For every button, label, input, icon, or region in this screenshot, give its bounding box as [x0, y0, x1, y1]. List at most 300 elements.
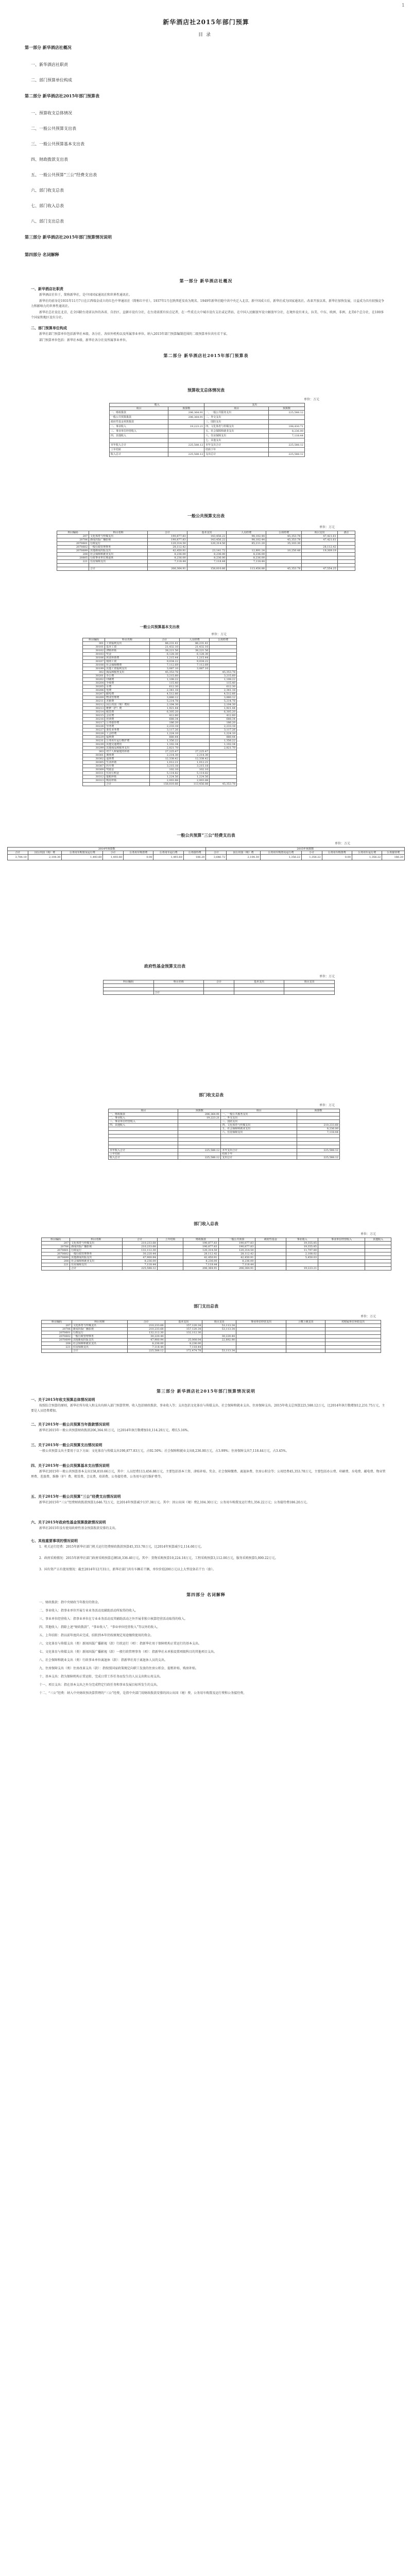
- table-row: [42, 1349, 381, 1353]
- part3-s3: 三、关于2015年一般公共预算支出情况说明: [31, 1443, 102, 1447]
- table-row: [110, 448, 305, 452]
- part1-p1: 新华酒店社位于，简称新华社，是中国国家通讯社和世界性通讯社。: [39, 293, 132, 297]
- table-cell: 2070602: [42, 1335, 72, 1338]
- table-cell: [266, 556, 302, 560]
- table-row: [83, 779, 237, 783]
- table-cell: 6,128.30: [149, 653, 179, 656]
- table-cell: [109, 1138, 178, 1142]
- table-cell: [221, 1134, 297, 1138]
- table-cell: [180, 707, 210, 710]
- table-row: [83, 728, 237, 732]
- table-cell: [180, 721, 210, 725]
- table-row: [42, 1331, 381, 1335]
- table-cell: 住房保障支出: [72, 1346, 127, 1349]
- table-cell: [318, 1263, 365, 1267]
- table-cell: 新闻出版广播影视: [70, 1245, 122, 1249]
- table-cell: 120,314.50: [148, 542, 187, 546]
- column-header: 科目编码: [104, 980, 154, 984]
- glossary-item: 十、基本支出：指为保障机构正常运转、完成日常工作任务而发生的人员支出和公用支出。: [39, 1675, 163, 1679]
- table-cell: 45,353.78: [149, 671, 179, 674]
- table-cell: 208: [57, 553, 89, 556]
- column-header: 事业收入: [286, 1238, 318, 1242]
- table-cell: 1,356.22: [301, 855, 322, 860]
- part3-s5: 五、关于2015年一般公共预算“三公”经费支出情况说明: [31, 1494, 121, 1499]
- column-header: 科目编码: [57, 531, 89, 535]
- glossary-item: 三、事业单位经营收入：指事业单位在专业业务活动及其辅助活动之外开展非独立核算经营活动取得的收入。: [39, 1617, 188, 1621]
- table-row: [57, 560, 355, 564]
- table-cell: 102.10: [149, 768, 179, 772]
- column-header: 公用经费: [266, 531, 302, 535]
- table-cell: 四、其他收入: [110, 434, 168, 438]
- table-cell: 1,921.44: [210, 707, 237, 710]
- table-cell: 7,112.69: [180, 664, 210, 667]
- table-cell: 一般行政管理事务: [72, 1335, 127, 1338]
- table-cell: [180, 710, 210, 714]
- table-cell: 30302: [83, 757, 105, 761]
- table-cell: 12,338.42: [180, 757, 210, 761]
- table-cell: 12,891.24: [227, 549, 266, 553]
- table-row: [83, 757, 237, 761]
- table-row: [83, 732, 237, 736]
- table-cell: 合计: [70, 1267, 122, 1270]
- table-cell: [236, 1324, 286, 1328]
- table-cell: [210, 768, 237, 772]
- table-cell: 1,224.10: [210, 732, 237, 736]
- table-cell: 225,588.12: [269, 443, 305, 448]
- table-cell: 维修（护）费: [105, 707, 150, 710]
- table-row: [83, 653, 237, 656]
- table-cell: [180, 747, 210, 750]
- table-cell: 三、国防支出: [221, 1120, 297, 1124]
- table-cell: 1,224.56: [180, 775, 210, 779]
- table-cell: 一、财政拨款: [110, 411, 168, 415]
- table-cell: 3,117.26: [149, 728, 179, 732]
- table-cell: [266, 553, 302, 556]
- table-cell: [42, 1267, 70, 1270]
- table-cell: 行政运行: [89, 542, 148, 546]
- table-cell: 会议费: [105, 714, 150, 718]
- table-cell: [187, 546, 227, 549]
- table-cell: 水费: [105, 685, 150, 689]
- table-row: [42, 1263, 391, 1267]
- column-header: 合计: [206, 851, 227, 855]
- table-cell: 差旅费: [105, 700, 150, 703]
- table-cell: 伙食补助费: [105, 656, 150, 660]
- table-cell: 113,456.88: [227, 567, 266, 571]
- table-cell: 28,112.42: [148, 546, 187, 549]
- table-cell: [337, 556, 355, 560]
- column-header: 科目名称: [72, 1320, 127, 1324]
- table-cell: 2,108.02: [286, 1252, 318, 1256]
- table-cell: 880.44: [210, 736, 237, 739]
- table-row: [57, 567, 355, 571]
- table-row: [109, 1149, 340, 1153]
- toc-item[interactable]: 一、预算收支总体情况: [31, 111, 72, 115]
- t6-title: 部门收支总表: [199, 1092, 224, 1097]
- toc-item[interactable]: 二、部门预算单位构成: [31, 78, 72, 82]
- table-cell: 奖励金: [105, 768, 150, 772]
- toc-item[interactable]: 三、一般公共预算基本支出表: [31, 142, 84, 146]
- table-cell: 210,233.68: [127, 1324, 165, 1328]
- table-cell: 19,355.85: [286, 1245, 318, 1249]
- table-cell: 二、事业收入: [109, 1116, 178, 1120]
- table-cell: 6,305.20: [149, 710, 179, 714]
- table-cell: [337, 553, 355, 556]
- table-cell: [365, 1263, 391, 1267]
- table-cell: [236, 1338, 286, 1342]
- table-cell: [255, 1256, 286, 1260]
- glossary-item: 六、文化体育与传媒支出（类）新闻出版广播影视（款）行政运行（项）：指新华社用于保障机构正常运行的基本支出。: [39, 1642, 202, 1646]
- column-header: 事业单位经营支出: [236, 1320, 286, 1324]
- table-cell: 二、外交支出: [221, 1116, 297, 1120]
- table-cell: 303: [83, 750, 105, 754]
- table-cell: [210, 761, 237, 765]
- toc-item[interactable]: 六、部门收支总表: [31, 188, 64, 193]
- toc-item[interactable]: 第四部分 名词解释: [25, 252, 59, 257]
- table-row: [83, 772, 237, 775]
- table-cell: [318, 1249, 365, 1252]
- table-cell: 购房补贴: [105, 779, 150, 783]
- table-cell: [236, 1331, 286, 1335]
- table-cell: [180, 728, 210, 732]
- table-cell: [83, 783, 105, 786]
- table-cell: 207: [57, 535, 89, 538]
- table-row: [42, 1324, 381, 1328]
- table-row: [110, 438, 305, 443]
- t2-unit: 单位：万元: [319, 526, 335, 529]
- table-cell: [204, 991, 234, 995]
- table-cell: [168, 429, 204, 434]
- table-cell: 7,118.44: [269, 434, 305, 438]
- table-cell: [337, 542, 355, 546]
- toc-item[interactable]: 二、一般公共预算支出表: [31, 126, 76, 131]
- table-row: [83, 696, 237, 700]
- table-cell: 30,220.44: [122, 1252, 157, 1256]
- table-cell: 30226: [83, 725, 105, 728]
- table-cell: 劳务费: [105, 725, 150, 728]
- table-cell: 186.20: [149, 721, 179, 725]
- table-cell: 7,118.44: [187, 560, 227, 564]
- table-cell: [337, 535, 355, 538]
- t4-title: 一般公共预算“三公”经费支出表: [177, 833, 235, 838]
- toc-item[interactable]: 八、部门支出总表: [31, 219, 64, 224]
- table-row: [83, 750, 237, 754]
- table-header-row: [110, 403, 305, 407]
- table-cell: 225,588.12: [269, 411, 305, 415]
- table-cell: [302, 564, 337, 567]
- toc-item[interactable]: 四、财政拨款支出表: [31, 157, 68, 162]
- table-cell: 2,341.18: [149, 689, 179, 692]
- table-cell: 1,224.56: [149, 775, 179, 779]
- table-row: [42, 1256, 391, 1260]
- table-cell: 102.10: [180, 768, 210, 772]
- table-cell: 115.40: [210, 682, 237, 685]
- table-cell: 25,008.04: [165, 1338, 202, 1342]
- table-cell: [255, 1267, 286, 1270]
- table-cell: [286, 1263, 318, 1267]
- table-cell: 4,512.66: [210, 692, 237, 696]
- table-cell: 47,421.61: [302, 535, 337, 538]
- table-cell: 1,215.44: [149, 656, 179, 660]
- table-cell: 6,305.20: [210, 710, 237, 714]
- table-row: [83, 646, 237, 649]
- table-cell: 206,364.91: [168, 411, 204, 415]
- table-cell: 190,877.83: [148, 538, 187, 542]
- table-cell: 6,128.30: [180, 653, 210, 656]
- table-cell: [180, 718, 210, 721]
- table-cell: 六、住房保障支出: [204, 434, 269, 438]
- table-header-row: [83, 638, 237, 642]
- column-header: 小计: [103, 851, 124, 855]
- table-cell: 210,233.68: [127, 1328, 165, 1331]
- group-header: 2015年预算数: [206, 848, 405, 851]
- column-header: 公务用车购置及运行费: [62, 851, 103, 855]
- table-cell: 20805: [57, 556, 89, 560]
- table-cell: [57, 564, 89, 567]
- table-cell: [297, 1153, 340, 1156]
- table-cell: 30202: [83, 678, 105, 682]
- table-cell: 支出总计: [221, 1156, 297, 1160]
- table-cell: 225,588.12: [127, 1349, 165, 1353]
- table-cell: [157, 1267, 183, 1270]
- table-cell: 12,338.42: [149, 757, 179, 761]
- table-cell: [365, 1245, 391, 1249]
- table-cell: 85,211.20: [227, 542, 266, 546]
- table-cell: [168, 434, 204, 438]
- table-cell: [365, 1242, 391, 1245]
- table-cell: 2070601: [57, 542, 89, 546]
- table-cell: 186.20: [210, 721, 237, 725]
- table-cell: 8,236.00: [187, 553, 227, 556]
- table-cell: 20706: [57, 538, 89, 542]
- table-cell: [178, 1127, 221, 1131]
- table-cell: 社会保障缴费: [105, 664, 150, 667]
- table-row: [109, 1116, 340, 1120]
- table-cell: 7,118.44: [183, 1263, 218, 1267]
- table-cell: 1,102.34: [149, 743, 179, 747]
- table-cell: 38,221.56: [180, 649, 210, 653]
- table-cell: 30102: [83, 649, 105, 653]
- table-row: [83, 721, 237, 725]
- table-cell: 30201: [83, 674, 105, 678]
- table-cell: [180, 714, 210, 718]
- toc-item[interactable]: 第一部分 新华酒店社概况: [25, 45, 72, 50]
- table-cell: [337, 567, 355, 571]
- table-cell: 商品和服务支出: [105, 671, 150, 674]
- table-cell: [109, 1134, 178, 1138]
- table-cell: 30301: [83, 754, 105, 757]
- part4-title: 第四部分 名词解释: [186, 1592, 226, 1597]
- table-row: [42, 1342, 381, 1346]
- table-cell: [266, 560, 302, 564]
- table-cell: 208: [42, 1342, 72, 1346]
- toc-item[interactable]: 第三部分 新华酒店社2015年部门预算情况说明: [25, 234, 112, 240]
- table-cell: 42,450.91: [218, 1256, 255, 1260]
- table-cell: 2,821.70: [210, 747, 237, 750]
- table-cell: [204, 988, 234, 991]
- fund-budget-table: [103, 980, 335, 995]
- column-header: 上年结转: [157, 1238, 183, 1242]
- table-cell: 其他新闻出版支出: [72, 1338, 127, 1342]
- table-cell: 30204: [83, 682, 105, 685]
- table-cell: 45,353.78: [266, 535, 302, 538]
- glossary-item: 五、上年结转：指以前年度尚未完成、结转到本年仍按原规定用途继续使用的资金。: [39, 1634, 154, 1637]
- table-cell: 3,215.60: [149, 674, 179, 678]
- table-row: [42, 1267, 391, 1270]
- table-cell: 30211: [83, 700, 105, 703]
- table-cell: [325, 1349, 381, 1353]
- part3-p5: 新华社2015年“三公”经费财政拨款预算3,646.72万元，比2014年预算减少137.38万元。其中：因公出国（境）费2,104.30万元；公务用车购置及运行费1,356.22万元；公务接待费186.20万元。: [39, 1501, 310, 1504]
- column-header: 小计: [301, 851, 322, 855]
- table-cell: [210, 649, 237, 653]
- table-cell: [180, 739, 210, 743]
- table-cell: 47,554.25: [302, 567, 337, 571]
- table-cell: [157, 1242, 183, 1245]
- table-cell: 2,821.70: [149, 747, 179, 750]
- column-header: 基本支出: [165, 1320, 202, 1324]
- table-cell: 3,117.26: [210, 728, 237, 732]
- table-row: [109, 1120, 340, 1124]
- table-row: [110, 420, 305, 425]
- table-cell: [284, 984, 335, 988]
- table-cell: [325, 1338, 381, 1342]
- table-cell: 190,877.83: [218, 1242, 255, 1245]
- table-cell: [297, 1120, 340, 1124]
- table-cell: 奖金: [105, 653, 150, 656]
- table-cell: 186.20: [382, 855, 405, 860]
- table-cell: 2,003.88: [149, 779, 179, 783]
- glossary-item: 二、事业收入：指事业单位开展专业业务活动及辅助活动所取得的收入。: [39, 1609, 139, 1613]
- table-cell: 一般行政管理事务: [70, 1252, 122, 1256]
- table-cell: [266, 564, 302, 567]
- table-cell: 210,233.68: [297, 1124, 340, 1127]
- table-cell: 1,102.34: [210, 743, 237, 747]
- t5-unit: 单位：万元: [319, 975, 335, 978]
- table-cell: 培训费: [105, 718, 150, 721]
- table-cell: 30307: [83, 765, 105, 768]
- toc-item[interactable]: 一、新华酒店社职责: [31, 62, 68, 67]
- table-cell: 8,236.00: [183, 1260, 218, 1263]
- table-cell: [297, 1138, 340, 1142]
- table-row: [110, 434, 305, 438]
- table-row: [83, 783, 237, 786]
- table-cell: [210, 642, 237, 646]
- table-cell: 收入总计: [110, 452, 168, 457]
- column-header: 科目编码: [83, 638, 105, 642]
- t5-title: 政府性基金预算支出表: [144, 963, 185, 969]
- table-cell: 住房保障支出: [70, 1263, 122, 1267]
- table-cell: 132,112.30: [165, 1331, 202, 1335]
- toc-item[interactable]: 七、部门收入总表: [31, 204, 64, 208]
- table-cell: 8,236.00: [148, 553, 187, 556]
- table-cell: 4,512.66: [149, 692, 179, 696]
- table-cell: 上年结转: [109, 1153, 178, 1156]
- table-row: [83, 714, 237, 718]
- table-cell: 六、住房保障支出: [221, 1131, 297, 1134]
- table-cell: 政府性基金预算拨款: [110, 420, 168, 425]
- table-cell: 2,214.30: [149, 754, 179, 757]
- table-cell: 53,113.34: [202, 1349, 236, 1353]
- table-cell: 1,012.21: [149, 761, 179, 765]
- table-row: [42, 1328, 381, 1331]
- table-cell: [157, 1245, 183, 1249]
- table-cell: 2070601: [42, 1249, 70, 1252]
- table-cell: 2070699: [57, 549, 89, 553]
- t3-unit: 单位：万元: [211, 633, 227, 636]
- table-cell: 30312: [83, 775, 105, 779]
- table-cell: 225,588.12: [297, 1149, 340, 1153]
- table-cell: 8,236.00: [269, 429, 305, 434]
- table-cell: [178, 1124, 221, 1127]
- table-cell: 28,112.42: [183, 1252, 218, 1256]
- part1-p5: 部门预算单位包括：新华社本级、新华社各分社及所属事业单位。: [39, 338, 129, 342]
- table-row: [83, 667, 237, 671]
- table-cell: 221: [42, 1263, 70, 1267]
- table-cell: [365, 1252, 391, 1256]
- table-cell: 190,877.83: [183, 1245, 218, 1249]
- column-header: 对附属单位补助支出: [325, 1320, 381, 1324]
- table-cell: 207: [42, 1324, 72, 1328]
- table-row: [110, 452, 305, 457]
- table-cell: 工资福利支出: [105, 642, 150, 646]
- table-cell: 53,113.34: [202, 1328, 236, 1331]
- toc-item[interactable]: 第二部分 新华酒店社2015年部门预算表: [25, 93, 100, 98]
- table-cell: [210, 775, 237, 779]
- table-cell: 三、国防支出: [204, 420, 269, 425]
- table-cell: 收入总计: [109, 1156, 178, 1160]
- table-cell: 3,087.10: [149, 667, 179, 671]
- table-cell: 7,118.44: [218, 1263, 255, 1267]
- table-cell: [255, 1263, 286, 1267]
- table-cell: 绩效工资: [105, 660, 150, 664]
- table-cell: [337, 564, 355, 567]
- table-cell: [210, 754, 237, 757]
- toc-item[interactable]: 五、一般公共预算“三公”经费支出表: [31, 173, 97, 177]
- table-cell: 本年支出合计: [221, 1149, 297, 1153]
- table-cell: 3,880.12: [149, 696, 179, 700]
- table-cell: [269, 448, 305, 452]
- table-cell: [365, 1249, 391, 1252]
- table-cell: [178, 1153, 221, 1156]
- column-header: 科目名称: [153, 980, 204, 984]
- column-header: 合计: [8, 851, 28, 855]
- table-cell: 本年支出合计: [204, 443, 269, 448]
- table-cell: [284, 991, 335, 995]
- table-cell: 42,450.91: [148, 549, 187, 553]
- table-cell: [210, 772, 237, 775]
- table-row: [109, 1153, 340, 1156]
- table-cell: 412.60: [210, 714, 237, 718]
- table-row: [83, 700, 237, 703]
- table-cell: 1,215.44: [180, 656, 210, 660]
- table-cell: [302, 553, 337, 556]
- table-row: [83, 649, 237, 653]
- table-cell: 2,104.30: [210, 703, 237, 707]
- part1-p3: 新华社总社设在北京，在全国除台湾省以外的各省、自治区、直辖市设有分社，在台湾省派有驻点记者，在一些重点大中城市设有支社或记者站，在中国人民解放军设立解放军分社，在境外设有亚太、拉美、中东、欧洲、非洲、北美6个总分社，在100多个国家和地区设有分社。: [31, 311, 384, 319]
- table-cell: 行政运行: [70, 1249, 122, 1252]
- table-cell: [227, 546, 266, 549]
- table-cell: 206,364.91: [148, 567, 187, 571]
- table-cell: 53,113.34: [202, 1324, 236, 1328]
- column-header: 基本支出: [187, 531, 227, 535]
- column-header: 政府性基金: [255, 1238, 286, 1242]
- table-cell: 27,225.47: [180, 750, 210, 754]
- table-cell: 208: [42, 1260, 70, 1263]
- table-cell: 86,231.41: [180, 642, 210, 646]
- table-row: [83, 660, 237, 664]
- column-header: 科目名称: [89, 531, 148, 535]
- t3-title: 一般公共预算基本支出表: [140, 624, 180, 629]
